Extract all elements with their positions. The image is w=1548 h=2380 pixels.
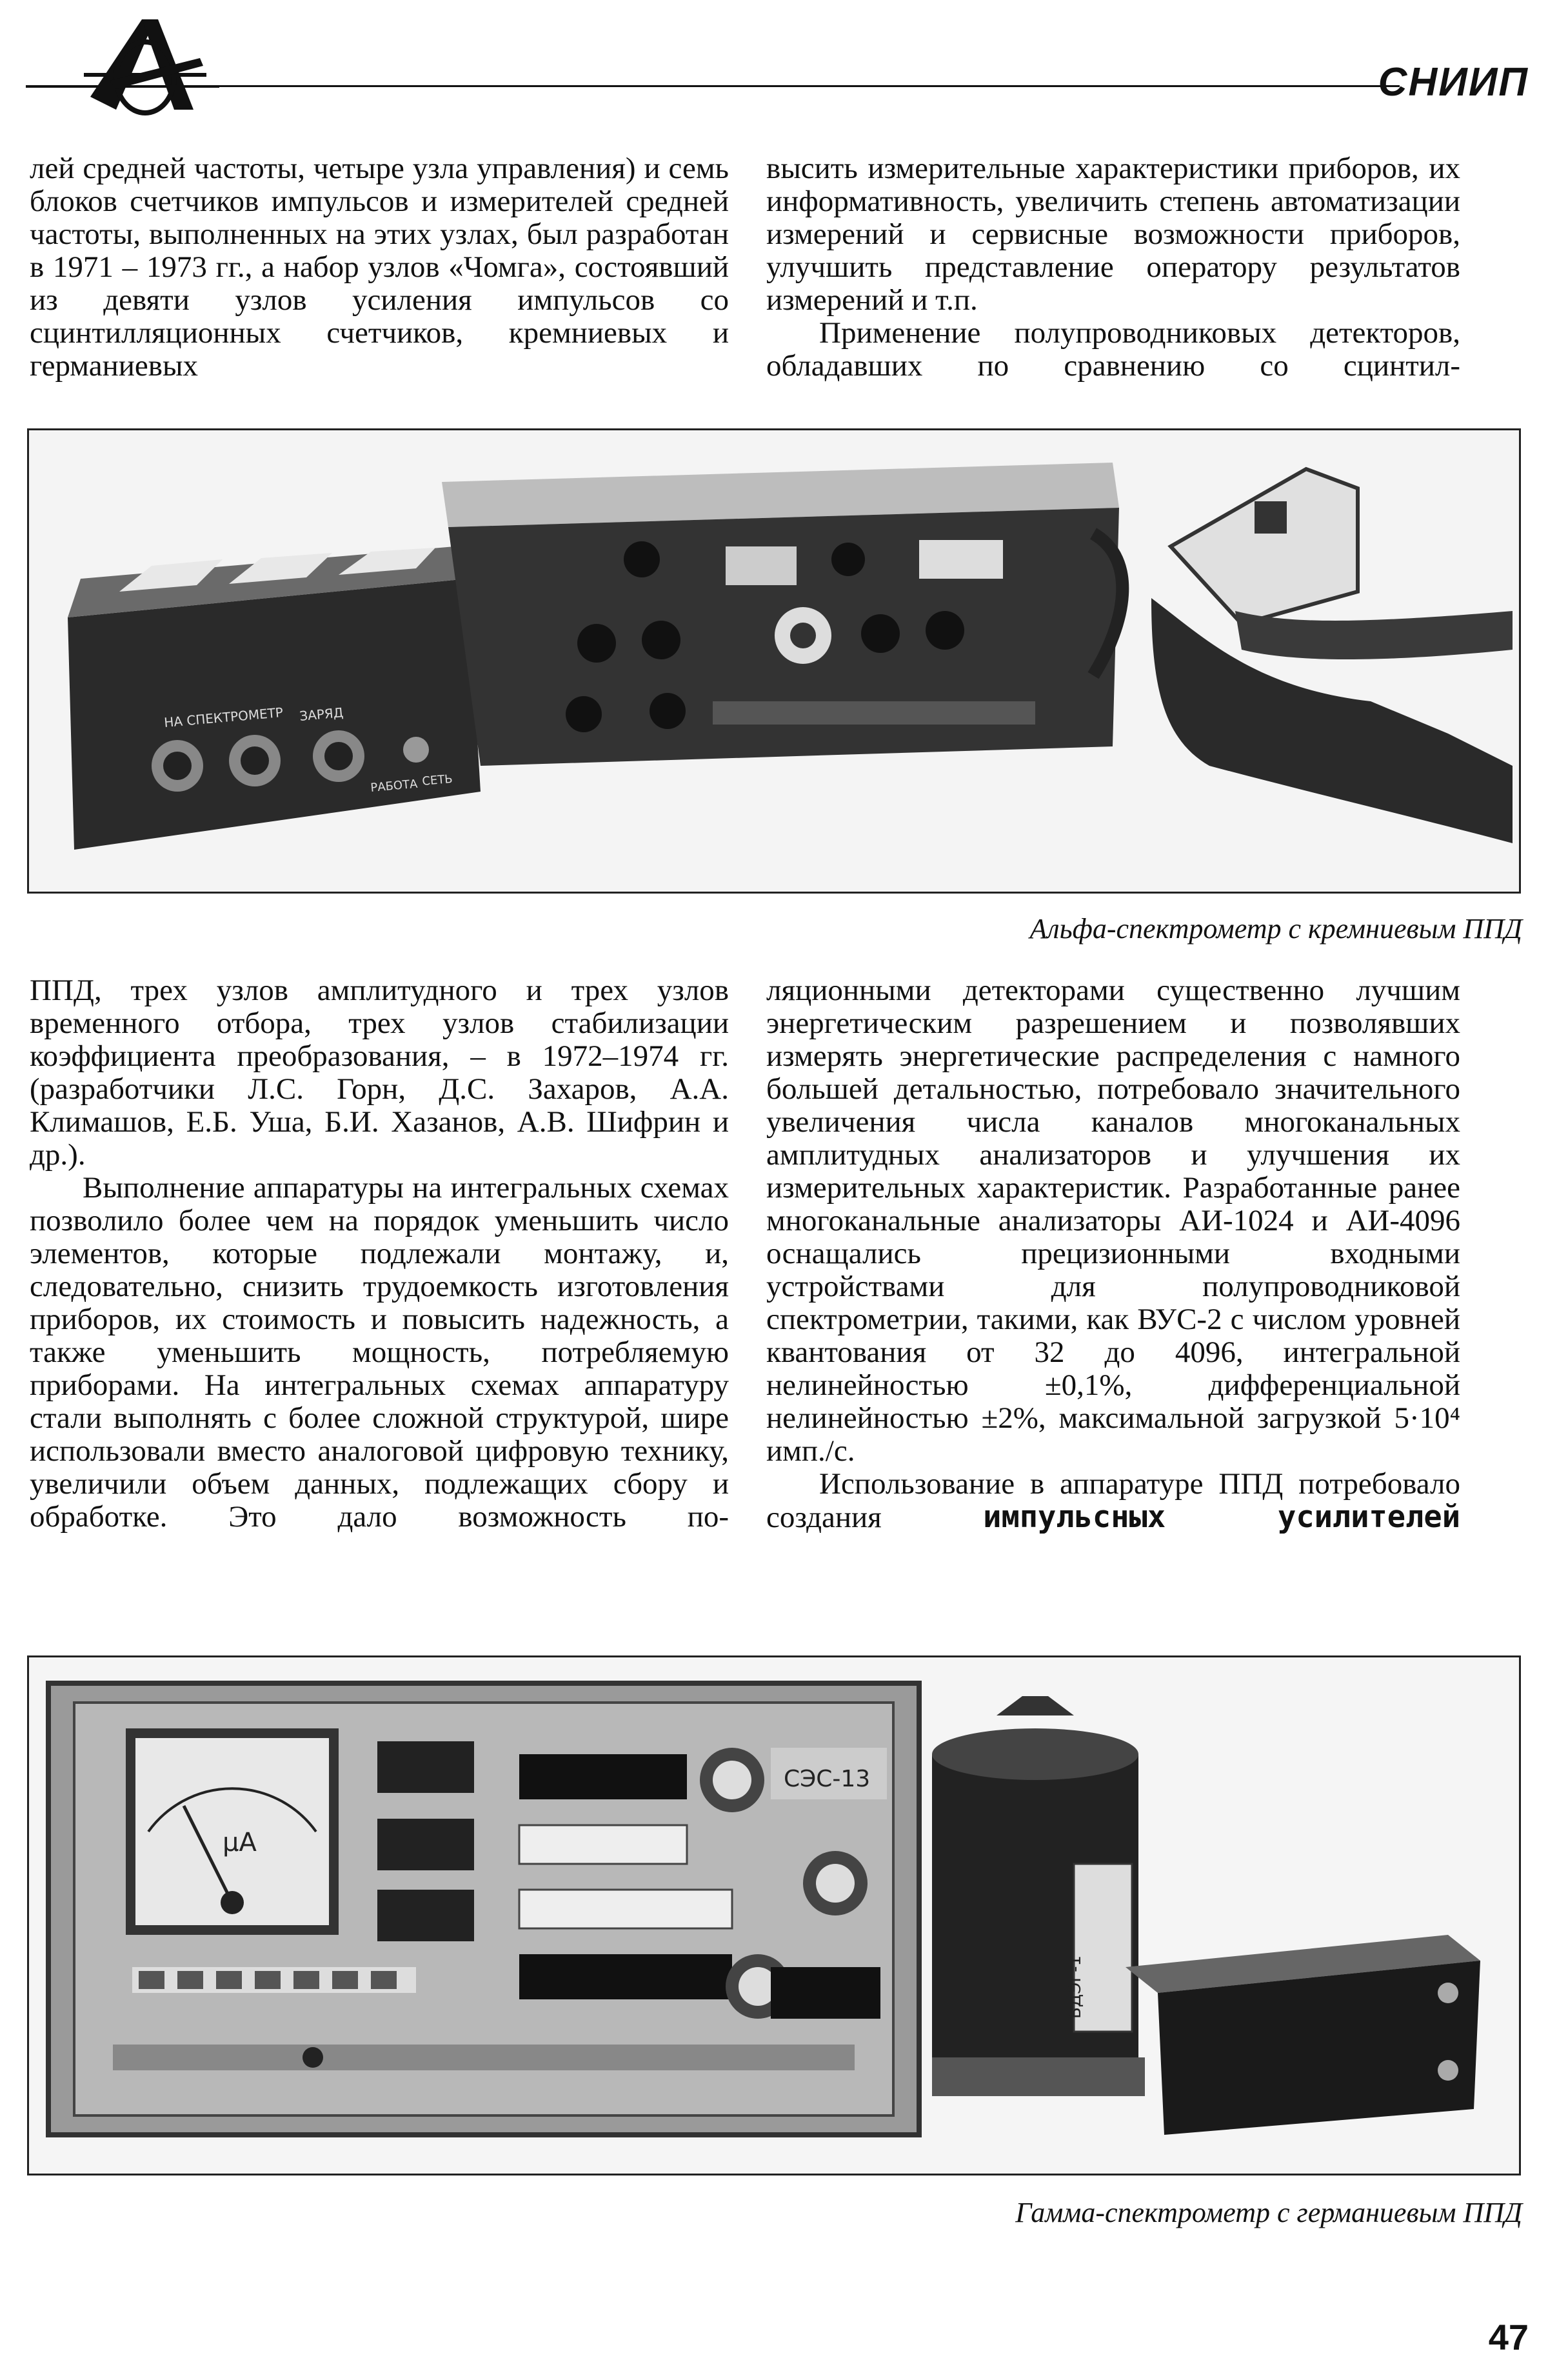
label-zaryad: ЗАРЯД xyxy=(299,705,344,724)
text-column-top-left xyxy=(30,152,729,383)
meter-unit-label: μA xyxy=(223,1828,257,1857)
label-na-spektrometr: НА СПЕКТРОМЕТР xyxy=(163,704,284,730)
label-rabota: РАБОТА xyxy=(370,777,419,795)
text-column-top-right xyxy=(766,152,1460,383)
caption-alpha-spectrometer: Альфа-спектрометр с кремниевым ППД xyxy=(1029,913,1522,945)
detector-label: БДЭГ-1 xyxy=(1066,1955,1085,2019)
paragraph: ППД, трех узлов амплитудного и трех узлов временного отбора, трех узлов стабилизации коэффициента преобразования, – в 1972–1974 гг. (разработчики Л.С. Горн, Д.С. Захаров, А.А. Климашов, Е.Б. Уша, Б.И. Хазанов, А.В. Шифрин и др.). xyxy=(30,974,729,1172)
unit-model-label: СЭС-13 xyxy=(784,1766,871,1792)
text-column-middle-right xyxy=(766,974,1460,1534)
text-column-middle-left xyxy=(30,974,729,1534)
page-number: 47 xyxy=(1488,2317,1529,2357)
photo-alpha-spectrometer xyxy=(27,428,1521,894)
photo-gamma-spectrometer xyxy=(27,1655,1521,2175)
header-rule-left xyxy=(26,85,219,88)
gamma-spectrometer-image xyxy=(29,1657,1519,2174)
paragraph-lead: Использование в аппаратуре ППД потребовало создания xyxy=(766,1467,1460,1534)
alpha-spectrometer-image xyxy=(29,430,1519,892)
paragraph: высить измерительные характеристики приборов, их информативность, увеличить степень автоматизации измерений и сервисные возможности приборов, улучшить представление оператору результатов измерений и т.п. xyxy=(766,152,1460,317)
caption-gamma-spectrometer: Гамма-спектрометр с германиевым ППД xyxy=(1015,2197,1522,2228)
paragraph xyxy=(766,1468,1460,1534)
institute-logo-icon xyxy=(71,13,213,123)
label-set: СЕТЬ xyxy=(421,772,453,788)
paragraph: ляционными детекторами существенно лучшим энергетическим разрешением и позволявших измерять энергетические распределения с намного большей детальностью, потребовало значительного увеличения числа каналов многоканальных амплитудных анализаторов и улучшения их измерительных характеристик. Разработанные ранее многоканальные анализаторы АИ-1024 и АИ-4096 оснащались прецизионными входными устройствами для полупроводниковой спектрометрии, такими, как ВУС-2 с числом уровней квантования от 32 до 4096, интегральной нелинейностью ±0,1%, дифференциальной нелинейностью ±2%, максимальной загрузкой 5·10⁴ имп./с. xyxy=(766,974,1460,1468)
page-header xyxy=(26,13,1529,148)
paragraph: Выполнение аппаратуры на интегральных схемах позволило более чем на порядок уменьшить число элементов, которые подлежали монтажу, и, следовательно, снизить трудоемкость изготовления приборов, их стоимость и повысить надежность, а также уменьшить мощность, потребляемую приборами. На интегральных схемах аппаратуру стали выполнять с более сложной структурой, шире использовали вместо аналоговой цифровую технику, увеличили объем данных, подлежащих сбору и обработке. Это дало возможность по- xyxy=(30,1171,729,1534)
section-title: СНИИП xyxy=(1378,60,1529,105)
header-rule xyxy=(219,85,1400,87)
bold-term: импульсных усилителей xyxy=(983,1499,1460,1535)
paragraph: лей средней частоты, четыре узла управления) и семь блоков счетчиков импульсов и измерителей средней частоты, выполненных на этих узлах, был разработан в 1971 – 1973 гг., а набор узлов «Чомга», состоявший из девяти узлов усиления импульсов со сцинтилляционных счетчиков, кремниевых и германиевых xyxy=(30,152,729,383)
paragraph: Применение полупроводниковых детекторов, обладавших по сравнению со сцинтил- xyxy=(766,316,1460,383)
